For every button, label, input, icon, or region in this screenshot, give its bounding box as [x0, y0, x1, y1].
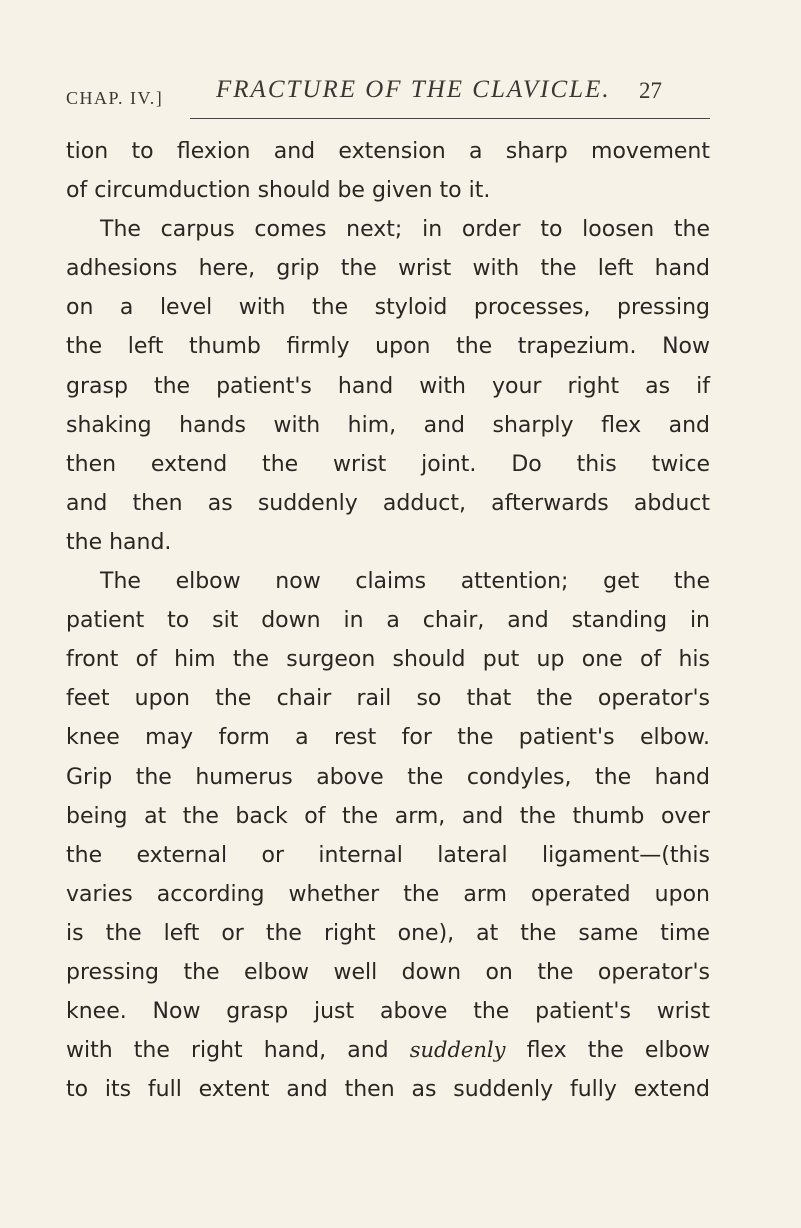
page-number: 27: [639, 78, 662, 103]
text-line: knee may form a rest for the patient's elbow.: [66, 725, 710, 751]
text-line: front of him the surgeon should put up one of his: [66, 647, 710, 673]
text-segment: with the right hand, and: [66, 1038, 389, 1064]
text-line: knee. Now grasp just above the patient's wrist: [66, 999, 710, 1025]
text-line: The carpus comes next; in order to loosen the: [100, 217, 710, 243]
text-line: varies according whether the arm operated upon: [66, 881, 710, 907]
text-line-with-emphasis: [66, 1031, 710, 1070]
chapter-label: CHAP. IV.]: [66, 88, 164, 108]
text-line: the hand.: [66, 529, 172, 555]
text-line: being at the back of the arm, and the thumb over: [66, 803, 710, 829]
emphasis-word: suddenly: [409, 1038, 506, 1063]
text-line: the external or internal lateral ligament—(this: [66, 842, 710, 868]
body-text: [66, 132, 710, 1109]
text-line: to its full extent and then as suddenly fully extend: [66, 1077, 710, 1103]
text-line: is the left or the right one), at the same time: [66, 920, 710, 946]
text-line: grasp the patient's hand with your right as if: [66, 373, 710, 399]
text-line: and then as suddenly adduct, afterwards abduct: [66, 490, 710, 516]
text-line: The elbow now claims attention; get the: [100, 569, 710, 595]
text-line: then extend the wrist joint. Do this twice: [66, 451, 710, 477]
running-title: FRACTURE OF THE CLAVICLE.: [216, 76, 611, 103]
text-line: shaking hands with him, and sharply flex and: [66, 412, 710, 438]
text-line: tion to flexion and extension a sharp movement: [66, 139, 710, 164]
text-line: patient to sit down in a chair, and standing in: [66, 608, 710, 634]
text-line: Grip the humerus above the condyles, the hand: [66, 764, 710, 790]
text-line: the left thumb firmly upon the trapezium. Now: [66, 334, 710, 360]
text-line: pressing the elbow well down on the operator's: [66, 959, 710, 985]
running-header: [66, 76, 706, 116]
text-line: of circumduction should be given to it.: [66, 178, 491, 204]
text-line: adhesions here, grip the wrist with the left hand: [66, 256, 710, 282]
text-segment: flex the elbow: [526, 1038, 710, 1064]
header-rule: [190, 118, 710, 119]
text-line: on a level with the styloid processes, pressing: [66, 295, 710, 321]
text-line: feet upon the chair rail so that the operator's: [66, 686, 710, 712]
